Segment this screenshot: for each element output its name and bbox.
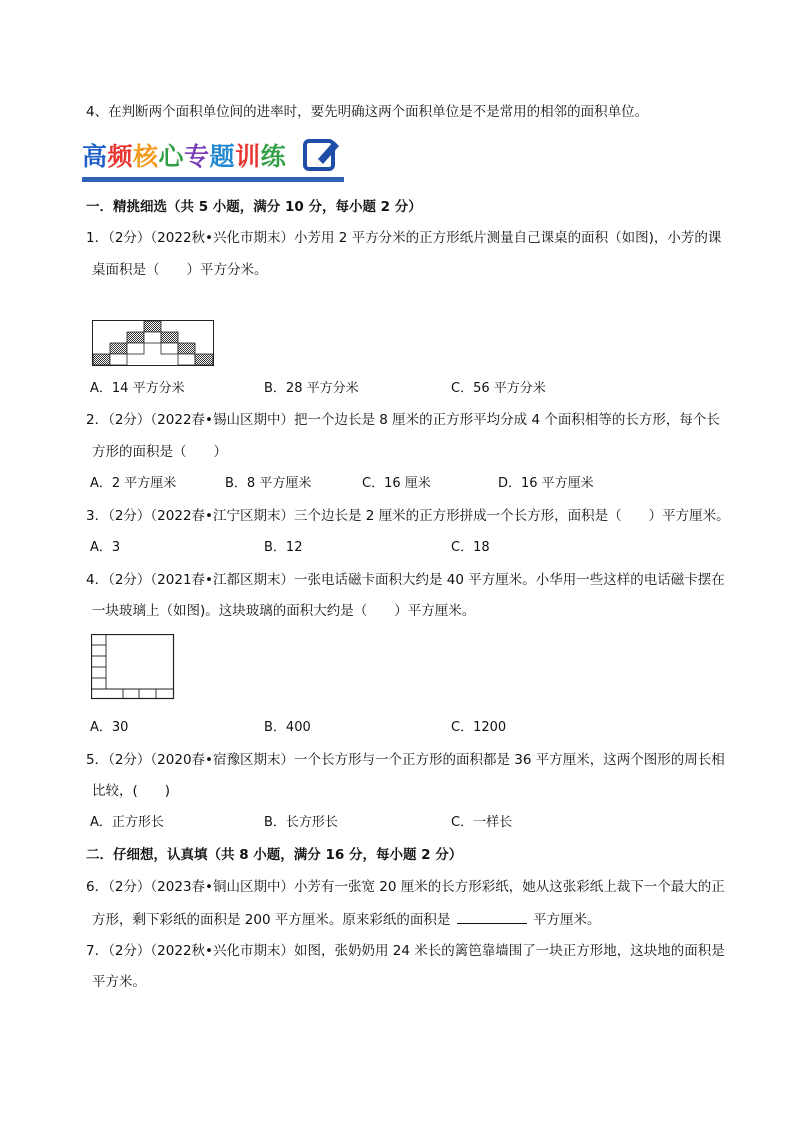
question-1-line2: 桌面积是（ ）平方分米。 — [92, 262, 268, 278]
option-d[interactable]: D．16 平方厘米 — [498, 476, 594, 491]
question-6-text-before: 方形，剩下彩纸的面积是 200 平方厘米。原来彩纸的面积是 — [92, 912, 451, 928]
banner-char: 训 — [235, 142, 261, 171]
question-3-options — [90, 538, 690, 558]
option-c[interactable]: C．56 平方分米 — [451, 381, 546, 396]
glass-cards-figure — [91, 634, 175, 700]
option-a[interactable]: A．14 平方分米 — [90, 381, 185, 396]
option-c[interactable]: C．一样长 — [451, 815, 513, 830]
option-b[interactable]: B．28 平方分米 — [264, 381, 359, 396]
intro-note: 4、在判断两个面积单位间的进率时，要先明确这两个面积单位是不是常用的相邻的面积单位。 — [86, 104, 649, 120]
question-6-line1: 6．（2分）（2023春•铜山区期中）小芳有一张宽 20 厘米的长方形彩纸，她从这张彩纸上裁下一个最大的正 — [86, 879, 725, 895]
question-2-options — [90, 474, 690, 494]
question-3-line1: 3．（2分）（2022春•江宁区期末）三个边长是 2 厘米的正方形拼成一个长方形，面积是（ ）平方厘米。 — [86, 508, 730, 524]
section1-heading: 一．精挑细选（共 5 小题，满分 10 分，每小题 2 分） — [86, 199, 422, 215]
banner-underline — [82, 177, 344, 182]
question-5-line2: 比较，( ) — [92, 783, 171, 799]
option-b[interactable]: B．400 — [264, 720, 311, 735]
question-4-options — [90, 718, 690, 738]
option-b[interactable]: B．8 平方厘米 — [225, 476, 312, 491]
answer-blank[interactable] — [457, 909, 527, 924]
option-b[interactable]: B．12 — [264, 540, 303, 555]
option-a[interactable]: A．3 — [90, 540, 121, 555]
question-1-options — [90, 379, 690, 399]
section2-heading: 二．仔细想，认真填（共 8 小题，满分 16 分，每小题 2 分） — [86, 847, 463, 863]
banner-title — [82, 137, 286, 173]
banner-char: 专 — [184, 142, 210, 171]
question-4-line2: 一块玻璃上（如图)。这块玻璃的面积大约是（ ）平方厘米。 — [92, 603, 476, 619]
option-a[interactable]: A．30 — [90, 720, 129, 735]
question-7-line2: 平方米。 — [92, 974, 146, 990]
question-4-line1: 4．（2分）（2021春•江都区期末）一张电话磁卡面积大约是 40 平方厘米。小华用一些这样的电话磁卡摆在 — [86, 572, 725, 588]
banner-char: 题 — [209, 142, 236, 171]
banner-char: 心 — [158, 142, 185, 171]
option-a[interactable]: A．2 平方厘米 — [90, 476, 177, 491]
question-6-text-after: 平方厘米。 — [532, 912, 601, 928]
section-banner — [82, 133, 344, 183]
question-5-options — [90, 813, 690, 833]
question-1-line1: 1．（2分）（2022秋•兴化市期末）小芳用 2 平方分米的正方形纸片测量自己课桌的面积（如图)，小芳的课 — [86, 230, 722, 246]
banner-char: 核 — [133, 142, 159, 171]
option-c[interactable]: C．18 — [451, 540, 490, 555]
option-c[interactable]: C．16 厘米 — [362, 476, 431, 491]
question-5-line1: 5．（2分）（2020春•宿豫区期末）一个长方形与一个正方形的面积都是 36 平方厘米，这两个图形的周长相 — [86, 752, 725, 768]
option-a[interactable]: A．正方形长 — [90, 815, 164, 830]
banner-char: 频 — [107, 142, 134, 171]
question-7-line1: 7．（2分）（2022秋•兴化市期末）如图，张奶奶用 24 米长的篱笆靠墙围了一块正方形地，这块地的面积是 — [86, 943, 725, 959]
banner-char: 高 — [82, 142, 108, 171]
question-2-line2: 方形的面积是（ ） — [92, 444, 227, 460]
banner-char: 练 — [260, 142, 287, 171]
option-c[interactable]: C．1200 — [451, 720, 507, 735]
question-2-line1: 2．（2分）（2022春•锡山区期中）把一个边长是 8 厘米的正方形平均分成 4 个面积相等的长方形，每个长 — [86, 412, 720, 428]
desk-grid-figure — [92, 320, 214, 366]
question-6-line2 — [92, 909, 600, 930]
edit-pencil-icon — [302, 135, 342, 175]
option-b[interactable]: B．长方形长 — [264, 815, 338, 830]
